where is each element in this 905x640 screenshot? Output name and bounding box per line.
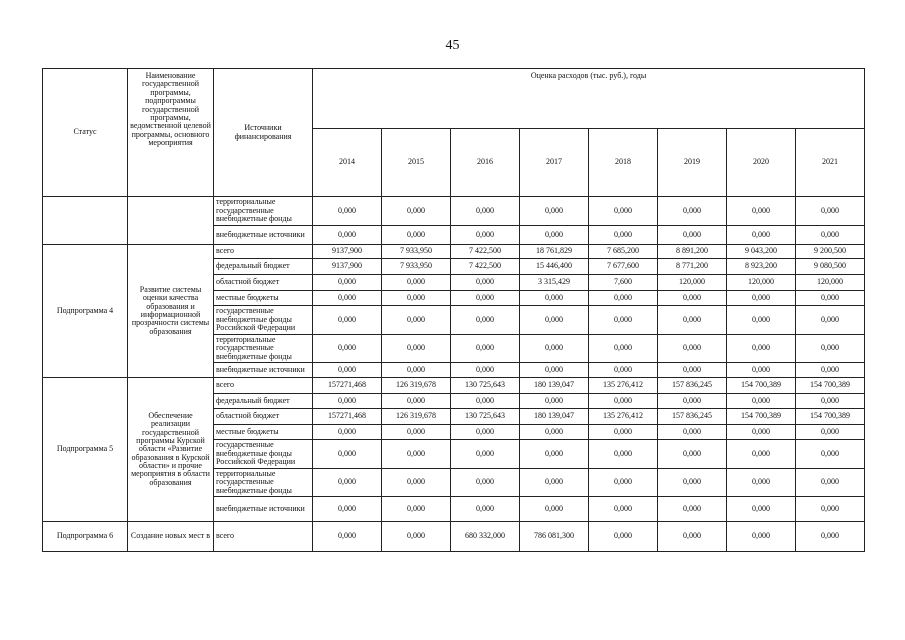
source-cell: местные бюджеты [214,425,313,440]
value-cell: 0,000 [589,497,658,522]
value-cell: 0,000 [520,394,589,409]
value-cell: 120,000 [796,275,865,291]
source-cell: государственные внебюджетные фонды Российской Федерации [214,440,313,469]
value-cell: 0,000 [451,469,520,497]
source-cell: внебюджетные источники [214,226,313,245]
source-cell: территориальные государственные внебюджетные фонды [214,469,313,497]
value-cell: 0,000 [313,275,382,291]
value-cell: 0,000 [727,335,796,363]
value-cell: 7 677,600 [589,259,658,275]
value-cell: 0,000 [796,335,865,363]
value-cell: 0,000 [520,291,589,306]
value-cell: 130 725,643 [451,409,520,425]
value-cell: 0,000 [658,306,727,335]
value-cell: 9 043,200 [727,245,796,259]
value-cell: 0,000 [313,522,382,552]
value-cell: 9137,900 [313,245,382,259]
value-cell: 0,000 [451,425,520,440]
source-cell: всего [214,245,313,259]
value-cell: 0,000 [589,335,658,363]
value-cell: 0,000 [796,291,865,306]
source-cell: областной бюджет [214,409,313,425]
value-cell: 8 891,200 [658,245,727,259]
header-year: 2014 [313,129,382,197]
value-cell: 15 446,400 [520,259,589,275]
header-name: Наименование государственной программы, подпрограммы государственной программы, ведомственной целевой программы, основного мероприятия [128,69,214,197]
value-cell: 7 933,950 [382,245,451,259]
value-cell: 0,000 [313,363,382,378]
value-cell: 0,000 [589,197,658,226]
value-cell: 0,000 [727,425,796,440]
value-cell: 154 700,389 [796,409,865,425]
value-cell: 0,000 [520,306,589,335]
value-cell: 0,000 [589,522,658,552]
value-cell: 0,000 [589,440,658,469]
value-cell: 0,000 [451,226,520,245]
value-cell: 0,000 [382,440,451,469]
value-cell: 135 276,412 [589,378,658,394]
program-name-cell: Создание новых мест в [128,522,214,552]
value-cell: 0,000 [382,469,451,497]
value-cell: 0,000 [658,226,727,245]
source-cell: территориальные государственные внебюджетные фонды [214,197,313,226]
value-cell: 0,000 [313,469,382,497]
value-cell: 9 080,500 [796,259,865,275]
value-cell: 0,000 [451,197,520,226]
header-year: 2016 [451,129,520,197]
source-cell: внебюджетные источники [214,363,313,378]
header-year: 2021 [796,129,865,197]
value-cell: 0,000 [658,335,727,363]
value-cell: 0,000 [727,363,796,378]
value-cell: 0,000 [727,197,796,226]
value-cell: 0,000 [727,440,796,469]
value-cell: 180 139,047 [520,378,589,394]
value-cell: 157271,468 [313,378,382,394]
value-cell: 0,000 [658,394,727,409]
program-name-cell: Обеспечение реализации государственной программы Курской области «Развитие образования в Курской области» и прочие мероприятия в области образования [128,378,214,522]
value-cell: 135 276,412 [589,409,658,425]
value-cell: 0,000 [382,335,451,363]
value-cell: 0,000 [796,394,865,409]
value-cell: 18 761,829 [520,245,589,259]
value-cell: 0,000 [382,363,451,378]
value-cell: 0,000 [727,469,796,497]
value-cell: 0,000 [589,306,658,335]
value-cell: 126 319,678 [382,409,451,425]
value-cell: 0,000 [313,440,382,469]
source-cell: государственные внебюджетные фонды Российской Федерации [214,306,313,335]
source-cell: федеральный бюджет [214,259,313,275]
value-cell: 0,000 [520,363,589,378]
value-cell: 0,000 [313,197,382,226]
status-cell: Подпрограмма 6 [43,522,128,552]
value-cell: 157 836,245 [658,378,727,394]
table-row [43,522,865,552]
value-cell: 0,000 [382,197,451,226]
source-cell: федеральный бюджет [214,394,313,409]
value-cell: 126 319,678 [382,378,451,394]
program-name-cell [128,197,214,245]
header-status: Статус [43,69,128,197]
value-cell: 0,000 [382,275,451,291]
value-cell: 0,000 [520,469,589,497]
value-cell: 7,600 [589,275,658,291]
value-cell: 180 139,047 [520,409,589,425]
value-cell: 0,000 [589,363,658,378]
header-estimate: Оценка расходов (тыс. руб.), годы [313,69,865,129]
value-cell: 7 933,950 [382,259,451,275]
value-cell: 0,000 [658,497,727,522]
status-cell: Подпрограмма 4 [43,245,128,378]
status-cell: Подпрограмма 5 [43,378,128,522]
value-cell: 120,000 [727,275,796,291]
value-cell: 0,000 [313,394,382,409]
value-cell: 0,000 [382,497,451,522]
table-row [43,197,865,226]
header-year: 2019 [658,129,727,197]
source-cell: внебюджетные источники [214,497,313,522]
value-cell: 0,000 [658,522,727,552]
value-cell: 7 422,500 [451,245,520,259]
value-cell: 0,000 [727,226,796,245]
value-cell: 0,000 [796,440,865,469]
header-year: 2020 [727,129,796,197]
table-row [43,378,865,394]
value-cell: 0,000 [727,291,796,306]
header-year: 2017 [520,129,589,197]
page-number: 45 [445,38,460,53]
value-cell: 7 685,200 [589,245,658,259]
value-cell: 0,000 [451,440,520,469]
value-cell: 0,000 [382,425,451,440]
value-cell: 0,000 [796,226,865,245]
source-cell: всего [214,522,313,552]
value-cell: 0,000 [658,469,727,497]
value-cell: 0,000 [796,306,865,335]
value-cell: 0,000 [589,291,658,306]
value-cell: 0,000 [796,425,865,440]
value-cell: 0,000 [658,197,727,226]
value-cell: 786 081,300 [520,522,589,552]
budget-table [42,68,865,552]
value-cell: 0,000 [313,291,382,306]
value-cell: 0,000 [589,425,658,440]
value-cell: 0,000 [313,497,382,522]
value-cell: 680 332,000 [451,522,520,552]
value-cell: 0,000 [451,335,520,363]
value-cell: 0,000 [796,197,865,226]
table-row [43,245,865,259]
value-cell: 3 315,429 [520,275,589,291]
value-cell: 7 422,500 [451,259,520,275]
value-cell: 0,000 [313,306,382,335]
value-cell: 0,000 [451,394,520,409]
value-cell: 8 923,200 [727,259,796,275]
value-cell: 0,000 [658,291,727,306]
value-cell: 0,000 [727,497,796,522]
value-cell: 120,000 [658,275,727,291]
header-year: 2018 [589,129,658,197]
value-cell: 9 200,500 [796,245,865,259]
source-cell: областной бюджет [214,275,313,291]
source-cell: местные бюджеты [214,291,313,306]
value-cell: 0,000 [382,226,451,245]
value-cell: 0,000 [520,440,589,469]
value-cell: 0,000 [727,522,796,552]
value-cell: 0,000 [382,522,451,552]
header-source: Источники финансирования [214,69,313,197]
value-cell: 9137,900 [313,259,382,275]
value-cell: 154 700,389 [796,378,865,394]
value-cell: 0,000 [451,275,520,291]
value-cell: 0,000 [313,226,382,245]
value-cell: 154 700,389 [727,378,796,394]
value-cell: 0,000 [382,291,451,306]
value-cell: 0,000 [796,469,865,497]
value-cell: 0,000 [451,497,520,522]
value-cell: 0,000 [313,335,382,363]
value-cell: 0,000 [727,306,796,335]
source-cell: территориальные государственные внебюджетные фонды [214,335,313,363]
value-cell: 0,000 [520,226,589,245]
value-cell: 0,000 [658,440,727,469]
value-cell: 0,000 [382,394,451,409]
value-cell: 0,000 [313,425,382,440]
value-cell: 0,000 [589,469,658,497]
status-cell [43,197,128,245]
value-cell: 0,000 [382,306,451,335]
value-cell: 154 700,389 [727,409,796,425]
value-cell: 0,000 [658,363,727,378]
value-cell: 0,000 [520,497,589,522]
source-cell: всего [214,378,313,394]
value-cell: 0,000 [520,335,589,363]
value-cell: 0,000 [589,394,658,409]
value-cell: 0,000 [796,522,865,552]
value-cell: 130 725,643 [451,378,520,394]
value-cell: 0,000 [451,363,520,378]
value-cell: 0,000 [520,197,589,226]
value-cell: 0,000 [796,497,865,522]
value-cell: 0,000 [658,425,727,440]
value-cell: 0,000 [589,226,658,245]
value-cell: 0,000 [451,306,520,335]
value-cell: 0,000 [727,394,796,409]
value-cell: 0,000 [520,425,589,440]
value-cell: 0,000 [451,291,520,306]
value-cell: 157271,468 [313,409,382,425]
program-name-cell: Развитие системы оценки качества образования и информационной прозрачности системы образования [128,245,214,378]
value-cell: 8 771,200 [658,259,727,275]
value-cell: 157 836,245 [658,409,727,425]
header-year: 2015 [382,129,451,197]
value-cell: 0,000 [796,363,865,378]
